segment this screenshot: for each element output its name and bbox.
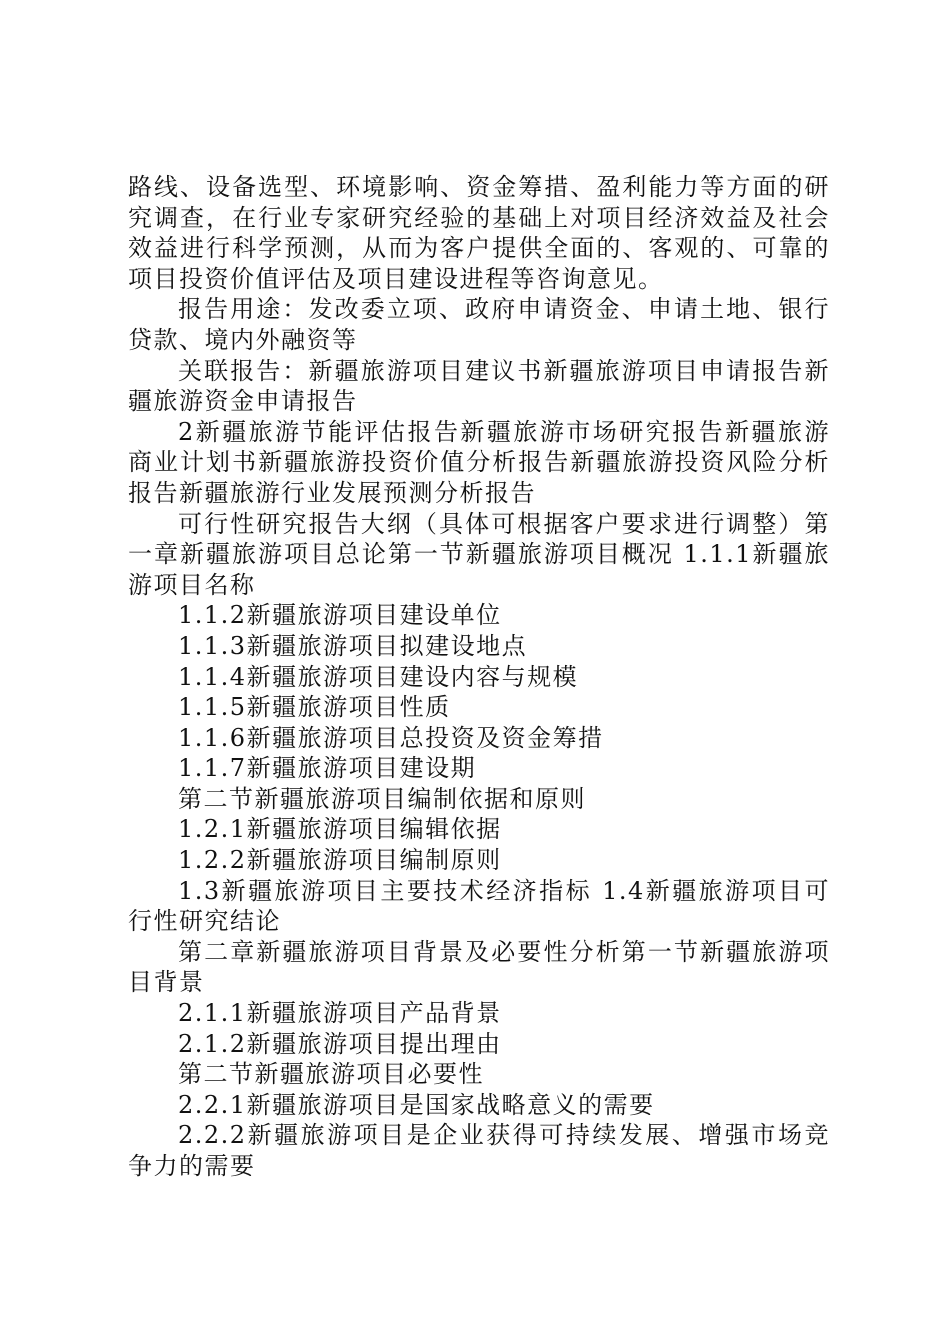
outline-item: 1.2.2新疆旅游项目编制原则 — [178, 846, 502, 875]
outline-item: 2.2.1新疆旅游项目是国家战略意义的需要 — [178, 1090, 655, 1119]
outline-chapter-heading: 第二章新疆旅游项目背景及必要性分析第一节新疆旅游项目背景 — [128, 937, 830, 997]
outline-item: 1.1.3新疆旅游项目拟建设地点 — [178, 631, 528, 660]
outline-item: 1.1.5新疆旅游项目性质 — [178, 693, 451, 722]
outline-item: 1.1.6新疆旅游项目总投资及资金筹措 — [178, 723, 604, 752]
outline-section-heading: 第二节新疆旅游项目必要性 — [178, 1060, 484, 1089]
outline-item: 1.1.2新疆旅游项目建设单位 — [178, 601, 502, 630]
document-body — [128, 172, 830, 1182]
outline-item: 2.1.1新疆旅游项目产品背景 — [178, 999, 502, 1028]
paragraph-intro-continuation: 路线、设备选型、环境影响、资金筹措、盈利能力等方面的研究调查，在行业专家研究经验的基础上对项目经济效益及社会效益进行科学预测，从而为客户提供全面的、客观的、可靠的项目投资价值评估及项目建设进程等咨询意见。 — [128, 173, 830, 293]
paragraph-report-usage: 报告用途：发改委立项、政府申请资金、申请土地、银行贷款、境内外融资等 — [128, 295, 830, 354]
outline-section-heading: 第二节新疆旅游项目编制依据和原则 — [178, 784, 586, 813]
paragraph-outline-intro: 可行性研究报告大纲（具体可根据客户要求进行调整）第一章新疆旅游项目总论第一节新疆旅游项目概况 1.1.1新疆旅游项目名称 — [128, 509, 830, 599]
outline-item: 1.1.4新疆旅游项目建设内容与规模 — [178, 662, 579, 691]
outline-item: 1.1.7新疆旅游项目建设期 — [178, 754, 477, 783]
outline-item-multiline: 1.3新疆旅游项目主要技术经济指标 1.4新疆旅游项目可行性研究结论 — [128, 876, 830, 936]
outline-item: 1.2.1新疆旅游项目编辑依据 — [178, 815, 502, 844]
paragraph-related-reports-continued: 2新疆旅游节能评估报告新疆旅游市场研究报告新疆旅游商业计划书新疆旅游投资价值分析报告新疆旅游投资风险分析报告新疆旅游行业发展预测分析报告 — [128, 417, 830, 507]
outline-item-multiline: 2.2.2新疆旅游项目是企业获得可持续发展、增强市场竞争力的需要 — [128, 1121, 830, 1180]
paragraph-related-reports: 关联报告：新疆旅游项目建议书新疆旅游项目申请报告新疆旅游资金申请报告 — [128, 356, 830, 416]
outline-item: 2.1.2新疆旅游项目提出理由 — [178, 1029, 502, 1058]
